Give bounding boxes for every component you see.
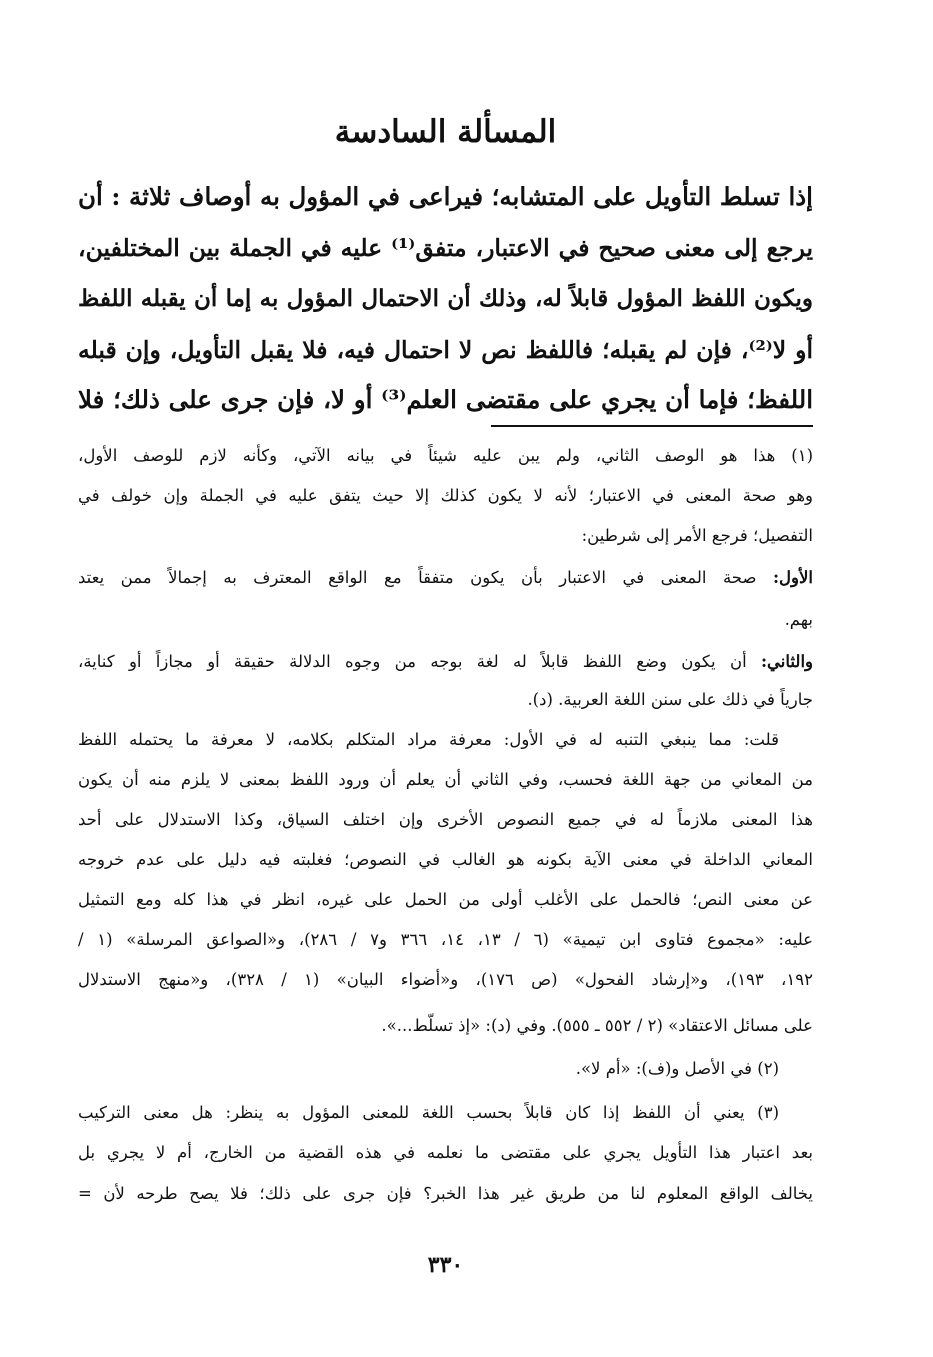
commentary-line-8: على مسائل الاعتقاد» (٢ / ٥٥٢ ـ ٥٥٥). وفي (د): «إذ تسلّط...». [381, 1016, 813, 1035]
footnote-1-first-condition-cont: بهم. [784, 610, 813, 629]
main-text-line-3: ويكون اللفظ المؤول قابلاً له، وذلك أن الاحتمال المؤول به إما أن يقبله اللفظ [78, 285, 813, 312]
first-condition-text: صحة المعنى في الاعتبار بأن يكون متفقاً مع الواقع المعترف به إجمالاً ممن يعتد [78, 568, 773, 587]
footnote-3-line-1: (٣) يعني أن اللفظ إذا كان قابلاً بحسب اللغة للمعنى المؤول به ينظر: هل معنى التركيب [78, 1103, 779, 1122]
section-title: المسألة السادسة [334, 114, 557, 150]
second-condition-label: والثاني: [760, 652, 813, 671]
footnote-1-second-condition [78, 648, 813, 676]
page-number: ٣٣٠ [427, 1252, 464, 1278]
commentary-line-2: من المعاني من جهة اللغة فحسب، وفي الثاني أن يعلم أن ورود اللفظ بمعنى لا يلزم منه أن يكون [78, 770, 813, 789]
main-text-line-2: يرجع إلى معنى صحيح في الاعتبار، متفق⁽¹⁾ عليه في الجملة بين المختلفين، [78, 234, 813, 262]
commentary-line-6: عليه: «مجموع فتاوى ابن تيمية» (٦ / ١٣، ١٤، ٣٦٦ و٧ / ٢٨٦)، و«الصواعق المرسلة» (١ / [78, 930, 814, 949]
book-page [78, 0, 813, 1357]
footnote-1-line-2: وهو صحة المعنى في الاعتبار؛ لأنه لا يكون كذلك إلا حيث يتفق عليه في الجملة وإن خولف في [78, 486, 813, 505]
footnote-1-line-3: التفصيل؛ فرجع الأمر إلى شرطين: [581, 526, 813, 545]
commentary-line-7: ١٩٢، ١٩٣)، و«إرشاد الفحول» (ص ١٧٦)، و«أضواء البيان» (١ / ٣٢٨)، و«منهج الاستدلال [78, 970, 813, 989]
footnote-3-line-3: يخالف الواقع المعلوم لنا من طريق غير هذا الخبر؟ فإن جرى على ذلك؛ فلا يصح طرحه لأن = [78, 1184, 813, 1203]
first-condition-label: الأول: [772, 568, 813, 587]
main-text-line-4: أو لا⁽²⁾، فإن لم يقبله؛ فاللفظ نص لا احتمال فيه، فلا يقبل التأويل، وإن قبله [78, 336, 814, 364]
footnote-3-line-2: بعد اعتبار هذا التأويل يجري على مقتضى ما نعلمه في هذه القضية من الخارج، أم لا يجري بل [78, 1143, 813, 1162]
main-text-line-1: إذا تسلط التأويل على المتشابه؛ فيراعى في المؤول به أوصاف ثلاثة : أن [78, 182, 813, 211]
commentary-line-5: عن معنى النص؛ فالحمل على الأغلب أولى من الحمل على غيره، انظر في هذا كله ومع التمثيل [78, 890, 813, 909]
main-text-line-5: اللفظ؛ فإما أن يجري على مقتضى العلم⁽³⁾ أو لا، فإن جرى على ذلك؛ فلا [78, 385, 813, 414]
footnote-divider [491, 425, 813, 427]
footnote-1-line-1: (١) هذا هو الوصف الثاني، ولم يبن عليه شيئاً في بيانه الآتي، وكأنه لازم للوصف الأول، [78, 446, 813, 465]
commentary-line-4: المعاني الداخلة في معنى الآية بكونه هو الغالب في النصوص؛ فغلبته فيه دليل على عدم خروجه [78, 850, 813, 869]
footnote-1-first-condition [78, 564, 813, 592]
footnote-2: (٢) في الأصل و(ف): «أم لا». [575, 1059, 779, 1078]
second-condition-text: أن يكون وضع اللفظ قابلاً له لغة بوجه من وجوه الدلالة حقيقة أو مجازاً أو كناية، [78, 652, 761, 671]
footnote-1-second-condition-cont: جارياً في ذلك على سنن اللغة العربية. (د). [527, 690, 813, 709]
commentary-line-3: هذا المعنى ملازماً له في جميع النصوص الأخرى وإن اختلف السياق، وكذا الاستدلال على أحد [78, 810, 813, 829]
commentary-line-1: قلت: مما ينبغي التنبه له في الأول: معرفة مراد المتكلم بكلامه، لا معرفة ما يحتمله اللفظ [78, 730, 779, 749]
